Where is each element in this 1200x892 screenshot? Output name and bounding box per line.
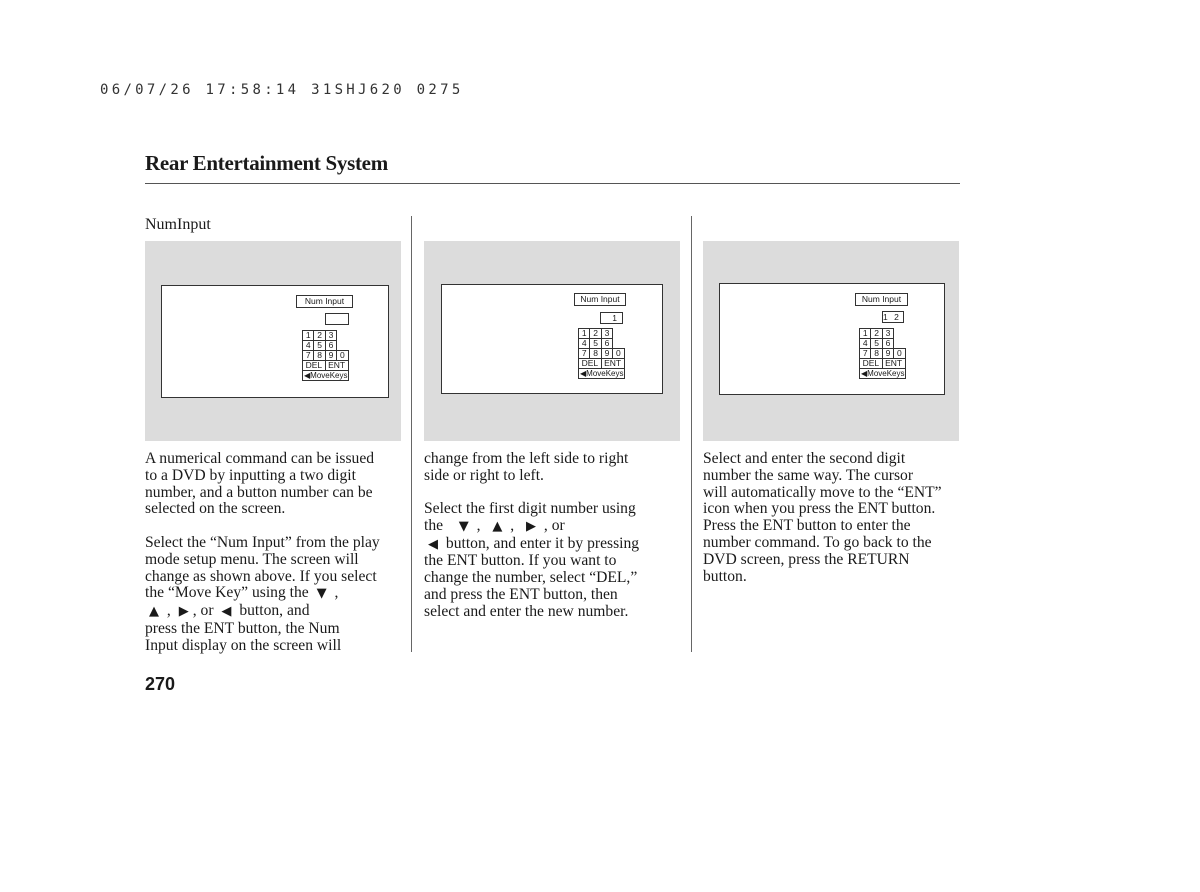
text-fragment: button, and — [239, 602, 310, 620]
figure-caption: NumInput — [145, 216, 211, 233]
text-line: Select the first digit number using — [424, 500, 636, 517]
key-del: DEL — [860, 359, 883, 369]
key-3: 3 — [601, 329, 612, 339]
text-fragment: , — [334, 584, 339, 602]
key-0: 0 — [337, 351, 348, 361]
key-del: DEL — [579, 359, 602, 369]
key-8: 8 — [590, 349, 601, 359]
key-2: 2 — [590, 329, 601, 339]
column-2-paragraph-1 — [424, 451, 628, 485]
text-line: number the same way. The cursor — [703, 466, 914, 484]
key-2: 2 — [314, 331, 325, 341]
text-line: icon when you press the ENT button. — [703, 500, 936, 518]
key-3: 3 — [882, 329, 893, 339]
key-7: 7 — [303, 351, 314, 361]
left-arrow-icon: ◀ — [428, 536, 438, 552]
key-1: 1 — [860, 329, 871, 339]
key-6: 6 — [601, 339, 612, 349]
key-2: 2 — [871, 329, 882, 339]
text-line: and press the ENT button, then — [424, 585, 618, 603]
dvd-screen — [719, 283, 945, 395]
left-arrow-icon: ◀ — [221, 604, 232, 620]
key-1: 1 — [579, 329, 590, 339]
column-divider — [411, 216, 412, 652]
key-9: 9 — [325, 351, 336, 361]
key-5: 5 — [314, 341, 325, 351]
up-arrow-icon: ▲ — [492, 518, 503, 534]
figure-panel — [145, 241, 401, 441]
text-line: select and enter the new number. — [424, 602, 629, 620]
text-fragment: the “Move Key” using the — [145, 584, 309, 602]
print-stamp: 06/07/26 17:58:14 31SHJ620 0275 — [100, 82, 464, 98]
text-fragment: , — [476, 516, 481, 534]
down-arrow-icon: ▼ — [316, 586, 327, 602]
key-6: 6 — [882, 339, 893, 349]
key-ent: ENT — [601, 359, 624, 369]
move-keys-row — [303, 371, 349, 381]
key-9: 9 — [601, 349, 612, 359]
text-fragment: , — [510, 516, 515, 534]
num-input-label: Num Input — [855, 293, 908, 306]
down-arrow-icon: ▼ — [458, 518, 469, 534]
left-arrow-icon: ◀ — [580, 369, 587, 378]
text-line: press the ENT button, the Num — [145, 619, 340, 637]
text-fragment: , or — [543, 516, 565, 534]
move-keys-row — [860, 369, 906, 379]
key-7: 7 — [860, 349, 871, 359]
move-keys-label: MoveKeys — [867, 369, 905, 378]
text-fragment: , — [166, 602, 171, 620]
up-arrow-icon: ▲ — [149, 604, 159, 620]
key-4: 4 — [303, 341, 314, 351]
key-5: 5 — [871, 339, 882, 349]
text-line: change the number, select “DEL,” — [424, 569, 638, 587]
figure-panel — [424, 241, 680, 441]
key-1: 1 — [303, 331, 314, 341]
right-arrow-icon: ▶ — [525, 518, 536, 534]
section-title: Rear Entertainment System — [145, 151, 388, 175]
text-line: selected on the screen. — [145, 500, 286, 518]
key-ent: ENT — [882, 359, 905, 369]
text-line: number, and a button number can be — [145, 483, 373, 501]
key-ent: ENT — [325, 361, 348, 371]
text-line — [145, 603, 380, 621]
numeric-keypad — [578, 328, 625, 379]
key-6: 6 — [325, 341, 336, 351]
key-9: 9 — [882, 349, 893, 359]
num-input-label: Num Input — [296, 295, 353, 308]
key-0: 0 — [894, 349, 905, 359]
figure-panel — [703, 241, 959, 441]
text-line: DVD screen, press the RETURN — [703, 550, 910, 568]
page-number: 270 — [145, 674, 176, 694]
move-keys-label: MoveKeys — [586, 369, 624, 378]
text-line: change from the left side to right — [424, 450, 629, 467]
key-0: 0 — [613, 349, 624, 359]
dvd-screen — [161, 285, 389, 398]
column-divider — [691, 216, 692, 652]
text-line: Press the ENT button to enter the — [703, 517, 911, 535]
right-arrow-icon: ▶ — [178, 604, 189, 620]
column-3-paragraph-1 — [703, 451, 942, 585]
key-del: DEL — [303, 361, 326, 371]
move-keys-row — [579, 369, 625, 379]
text-line: button. — [703, 567, 747, 585]
key-4: 4 — [579, 339, 590, 349]
key-5: 5 — [590, 339, 601, 349]
text-line: Select and enter the second digit — [703, 450, 906, 467]
number-entry-field: 1 — [600, 312, 623, 324]
left-arrow-icon: ◀ — [304, 371, 311, 380]
key-7: 7 — [579, 349, 590, 359]
column-2-paragraph-2 — [424, 501, 639, 621]
title-rule — [145, 183, 960, 184]
column-1-paragraph-1 — [145, 451, 374, 518]
numeric-keypad — [859, 328, 906, 379]
dvd-screen — [441, 284, 663, 394]
text-line: the ENT button. If you want to — [424, 552, 617, 570]
text-line: mode setup menu. The screen will — [145, 550, 359, 568]
key-8: 8 — [871, 349, 882, 359]
move-keys-label: MoveKeys — [310, 371, 348, 380]
num-input-label: Num Input — [574, 293, 626, 306]
text-line — [424, 536, 639, 554]
text-line: Select the “Num Input” from the play — [145, 534, 380, 551]
key-8: 8 — [314, 351, 325, 361]
text-line — [424, 518, 639, 536]
text-line — [145, 585, 380, 603]
text-line: side or right to left. — [424, 466, 544, 484]
column-1-paragraph-2 — [145, 535, 380, 655]
text-line: A numerical command can be issued — [145, 450, 375, 467]
key-3: 3 — [325, 331, 336, 341]
number-entry-field — [325, 313, 349, 325]
text-line: to a DVD by inputting a two digit — [145, 466, 356, 484]
text-fragment: , or — [192, 602, 214, 620]
text-fragment: button, and enter it by pressing — [445, 534, 640, 552]
text-line: number command. To go back to the — [703, 533, 932, 551]
left-arrow-icon: ◀ — [861, 369, 868, 378]
key-4: 4 — [860, 339, 871, 349]
text-fragment: the — [424, 516, 444, 534]
text-line: change as shown above. If you select — [145, 567, 377, 585]
number-entry-field: 1 2 — [882, 311, 904, 323]
text-line: will automatically move to the “ENT” — [703, 483, 942, 501]
numeric-keypad — [302, 330, 349, 381]
text-line: Input display on the screen will — [145, 636, 342, 654]
